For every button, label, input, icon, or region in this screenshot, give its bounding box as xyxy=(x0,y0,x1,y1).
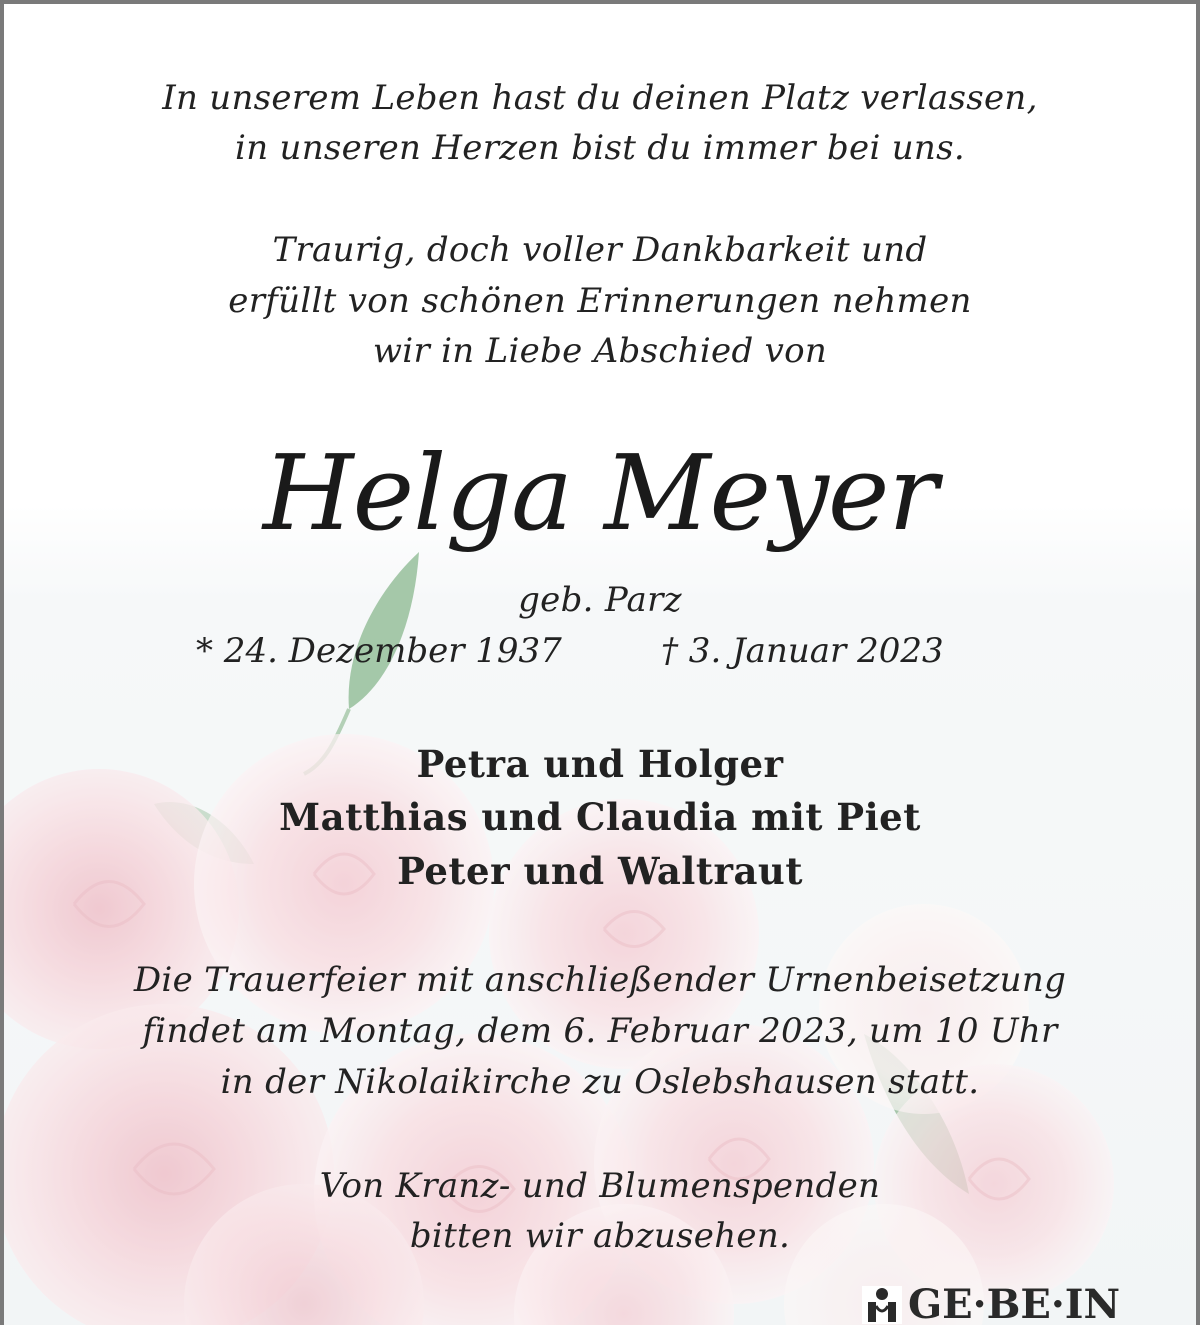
flowers-note-line-2: bitten wir abzusehen. xyxy=(409,1216,791,1256)
intro-line-2: erfüllt von schönen Erinnerungen nehmen xyxy=(228,281,972,321)
birth-date: * 24. Dezember 1937 xyxy=(196,631,562,671)
quote-line-2: in unseren Herzen bist du immer bei uns. xyxy=(235,128,965,168)
ceremony-line-1: Die Trauerfeier mit anschließender Urnenbeisetzung xyxy=(133,960,1067,1000)
ceremony-line-3: in der Nikolaikirche zu Oslebshausen statt. xyxy=(220,1062,980,1102)
intro-line-3: wir in Liebe Abschied von xyxy=(372,331,828,371)
mourner-line-1: Petra und Holger xyxy=(416,742,784,786)
mourner-line-3: Peter und Waltraut xyxy=(397,849,803,893)
maiden-name: geb. Parz xyxy=(518,580,682,620)
intro-line-1: Traurig, doch voller Dankbarkeit und xyxy=(272,230,928,270)
deceased-name: Helga Meyer xyxy=(262,432,938,554)
death-date: † 3. Januar 2023 xyxy=(661,631,944,671)
gebein-logo-icon xyxy=(862,1286,902,1324)
quote-line-1: In unserem Leben hast du deinen Platz verlassen, xyxy=(162,78,1038,118)
flowers-note-line-1: Von Kranz- und Blumenspenden xyxy=(319,1166,881,1206)
life-dates xyxy=(4,631,1196,681)
ceremony-line-2: findet am Montag, dem 6. Februar 2023, um 10 Uhr xyxy=(142,1011,1058,1051)
gebein-logo xyxy=(862,1281,1192,1325)
gebein-logo-text: GE·BE·IN xyxy=(908,1281,1121,1325)
obituary-notice xyxy=(4,4,1196,1325)
mourner-line-2: Matthias und Claudia mit Piet xyxy=(279,795,921,839)
